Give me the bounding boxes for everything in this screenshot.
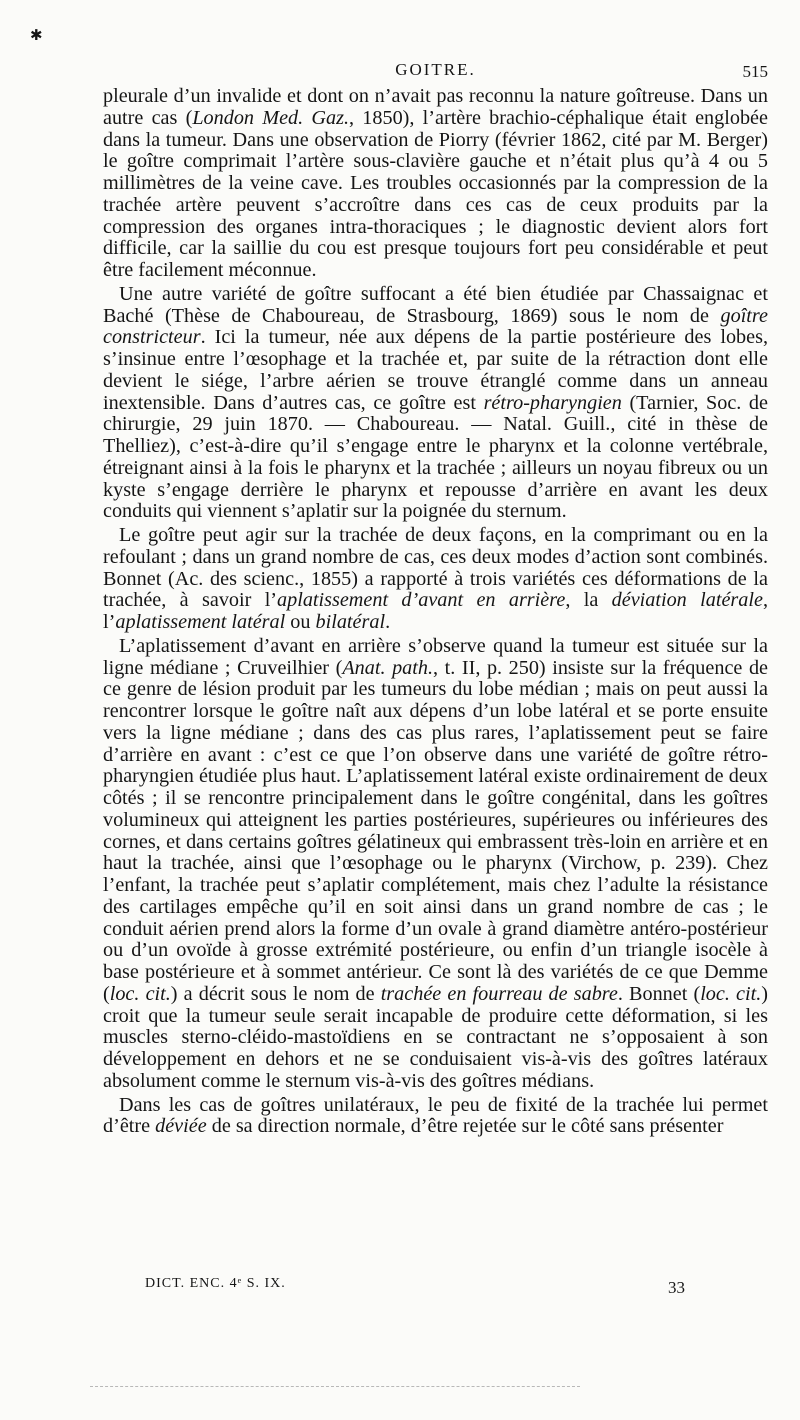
- text-run: .: [385, 611, 391, 633]
- text-run: ou: [285, 611, 316, 633]
- paragraph: [103, 284, 768, 523]
- page-number: 515: [742, 62, 768, 81]
- italic-run: Anat. path.: [342, 656, 434, 679]
- text-run: , 1850), l’artère brachio-céphalique était englobée dans la tumeur. Dans une observation de Piorry (février 1862, cité par M. Berger) le goître comprimait l’artère sous-clavière gauche et n’était plus qu’à 4 ou 5 millimètres de la veine cave. Les troubles occasionnés par la compression de la trachée artère peuvent s’accroître dans ces cas de ceux produits par la compression des organes intra-thoraciques ; le diagnostic devient alors fort difficile, car la saillie du cou est presque toujours fort peu considérable et peut être facilement méconnue.: [103, 106, 768, 281]
- text-run: , la: [565, 589, 612, 612]
- bottom-rule: [90, 1386, 580, 1387]
- text-run: (Tarnier, Soc. de chirurgie, 29 juin 1870. — Chaboureau. — Natal. Guill., cité in thèse de Thelliez), c’est-à-dire qu’il s’engage entre le pharynx et la colonne vertébrale, étreignant ainsi à la fois le pharynx et la trachée ; ailleurs un noyau fibreux ou un kyste s’engage derrière le pharynx et repousse d’arrière en avant les deux conduits qui viennent s’aplatir sur la poignée du sternum.: [103, 391, 768, 523]
- text-run: Dans les cas de goîtres unilatéraux, le peu de fixité de la trachée lui permet d’être: [103, 1093, 768, 1138]
- paragraph: [103, 86, 768, 282]
- text-run: Le goître peut agir sur la trachée de deux façons, en la comprimant ou en la refoulant ; dans un grand nombre de cas, ces deux modes d’action sont combinés. Bonnet (Ac. des scienc., 1855) a rapporté à trois variétés ces déformations de la trachée, à savoir l’: [103, 524, 768, 612]
- body-text: [103, 86, 768, 1140]
- text-run: Une autre variété de goître suffocant a été bien étudiée par Chassaignac et Baché (Thèse de Chaboureau, de Strasbourg, 1869) sous le nom de: [103, 282, 768, 327]
- paragraph: [103, 1095, 768, 1139]
- italic-run: trachée en fourreau de sabre: [380, 982, 618, 1005]
- text-run: ) a décrit sous le nom de: [170, 982, 381, 1005]
- paragraph: [103, 525, 768, 634]
- text-run: ) croit que la tumeur seule serait incapable de produire cette déformation, si les muscles sterno-cléido-mastoïdiens en se contractant ne s’opposaient à son développement en dehors et ne se conduisaient vis-à-vis des goîtres latéraux absolument comme le sternum vis-à-vis des goîtres médians.: [103, 982, 768, 1092]
- italic-run: déviation latérale: [611, 589, 763, 612]
- text-run: . Ici la tumeur, née aux dépens de la partie postérieure des lobes, s’insinue entre l’œsophage et la trachée et, par suite de la rétraction dont elle devient le siége, l’arbre aérien se trouve étranglé comme dans un anneau inextensible. Dans d’autres cas, ce goître est: [103, 326, 768, 414]
- italic-run: goître constricteur: [103, 304, 768, 349]
- italic-run: déviée: [155, 1115, 207, 1138]
- italic-run: aplatissement latéral: [115, 611, 286, 633]
- paragraph: [103, 636, 768, 1093]
- running-title: GOITRE.: [395, 60, 476, 79]
- page-footer: [145, 1276, 685, 1302]
- italic-run: aplatissement d’avant en arrière: [277, 589, 566, 612]
- text-run: de sa direction normale, d’être rejetée sur le côté sans présenter: [206, 1115, 724, 1138]
- italic-run: rétro-pharyngien: [483, 391, 622, 414]
- italic-run: loc. cit.: [700, 982, 762, 1005]
- italic-run: bilatéral: [315, 611, 386, 633]
- italic-run: London Med. Gaz.: [192, 106, 349, 129]
- text-run: pleurale d’un invalide et dont on n’avait pas reconnu la nature goîtreuse. Dans un autre cas (: [103, 85, 768, 129]
- italic-run: loc. cit.: [109, 982, 171, 1005]
- text-run: L’aplatissement d’avant en arrière s’observe quand la tumeur est située sur la ligne médiane ; Cruveilhier (: [103, 634, 768, 679]
- printer-signature: DICT. ENC. 4ᵉ S. IX.: [145, 1276, 286, 1291]
- sheet-number: 33: [668, 1278, 685, 1297]
- text-run: . Bonnet (: [617, 982, 701, 1005]
- page-header: [103, 58, 768, 86]
- text-run: , l’: [103, 589, 768, 633]
- corner-mark: ✱: [30, 28, 43, 44]
- text-run: , t. II, p. 250) insiste sur la fréquence de ce genre de lésion produit par les tumeurs du lobe médian ; mais on peut aussi la rencontrer lorsque le goître naît aux dépens d’un lobe latéral et se porte ensuite vers la ligne médiane ; dans des cas plus rares, l’aplatissement peut se faire d’arrière en avant : c’est ce que l’on observe dans une variété de goître rétro-pharyngien étudiée plus haut. L’aplatissement latéral existe ordinairement de deux côtés ; il se rencontre principalement dans le goître congénital, dans les goîtres volumineux qui atteignent les parties postérieures, supérieures ou inférieures des cornes, et dans certains goîtres gélatineux qui embrassent très-loin en arrière et en haut la trachée, ainsi que l’œsophage ou le pharynx (Virchow, p. 239). Chez l’enfant, la trachée peut s’aplatir complétement, mais chez l’adulte la résistance des cartilages empêche qu’il en soit ainsi dans un grand nombre de cas ; le conduit aérien prend alors la forme d’un ovale à grand diamètre antéro-postérieur ou d’un ovoïde à grosse extrémité postérieure, ou enfin d’un triangle isocèle à base postérieure et à sommet antérieur. Ce sont là des variétés de ce que Demme (: [103, 656, 768, 1005]
